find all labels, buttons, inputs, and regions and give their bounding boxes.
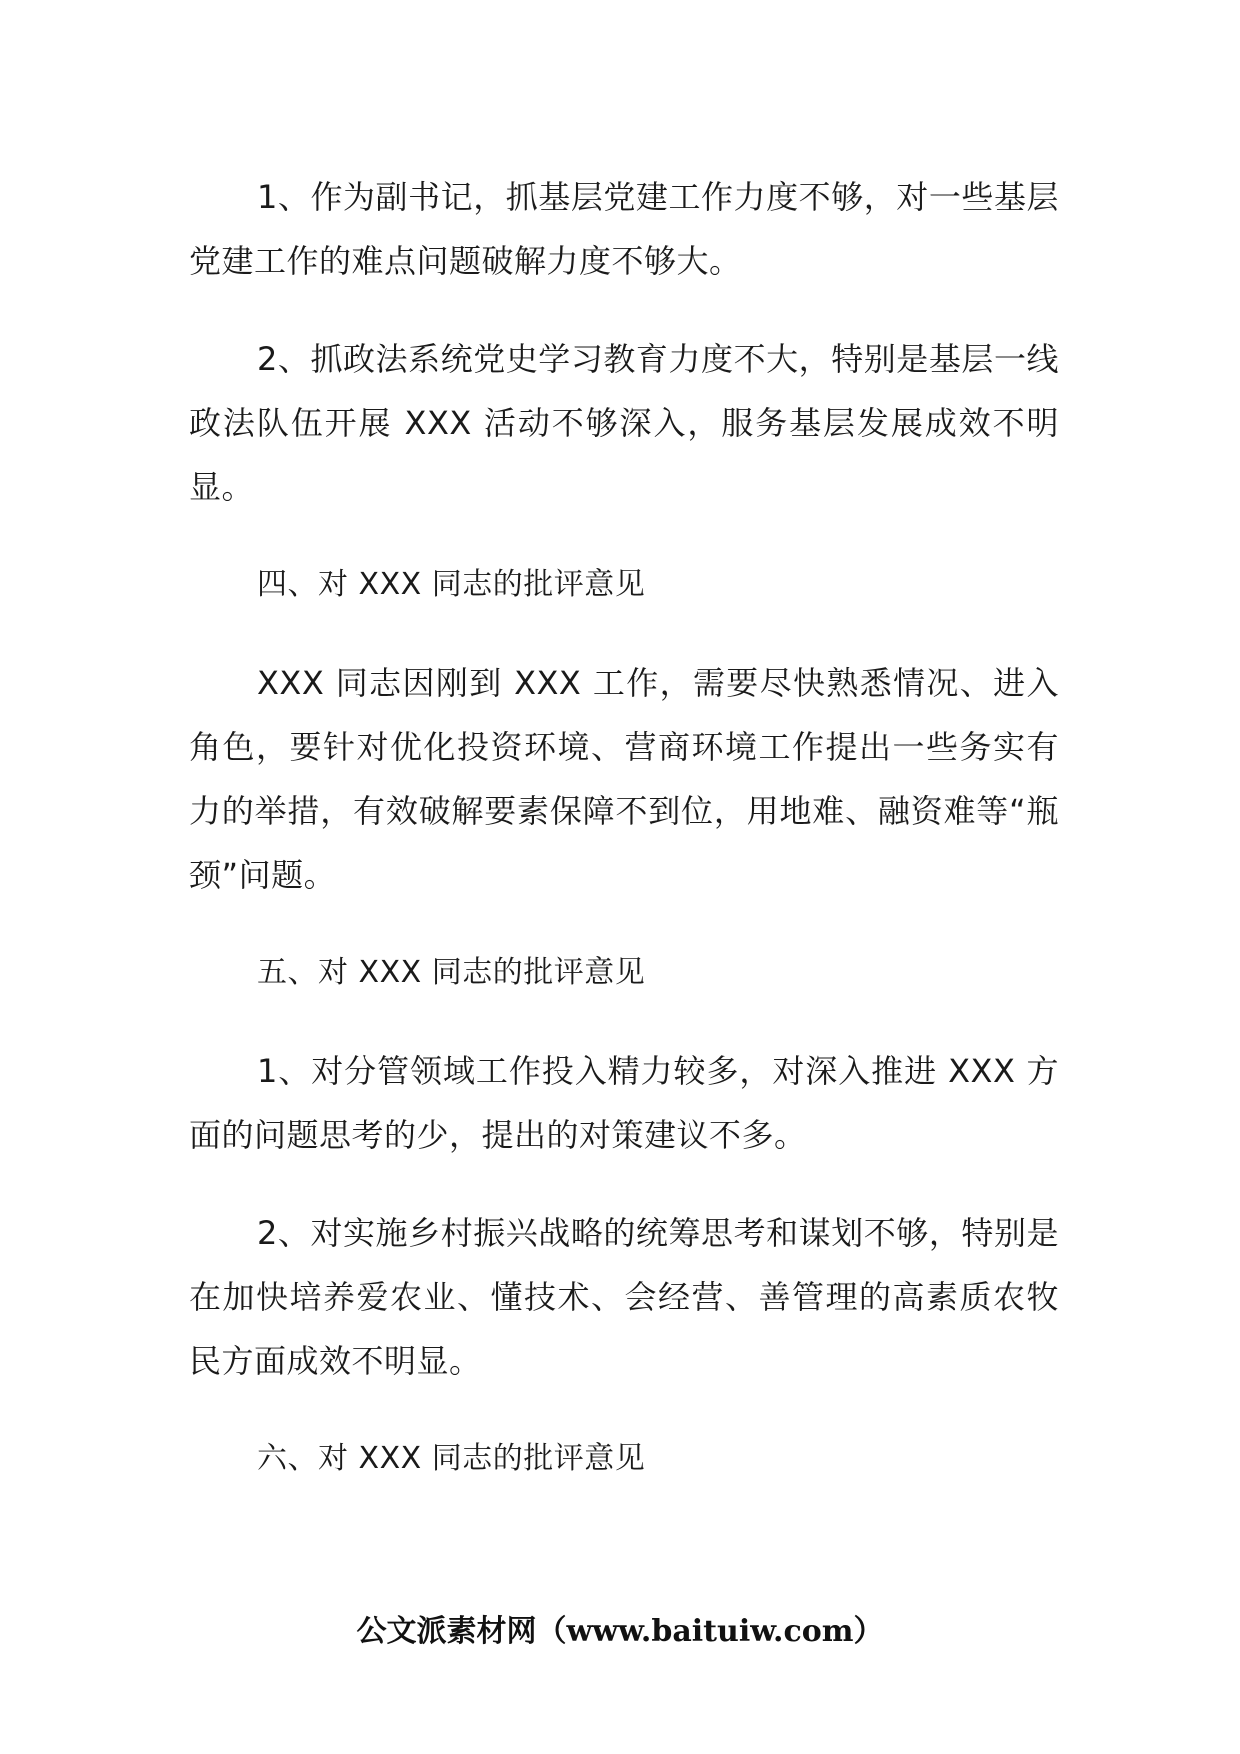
paragraph-5: 2、对实施乡村振兴战略的统筹思考和谋划不够，特别是在加快培养爱农业、懂技术、会经营、善管理的高素质农牧民方面成效不明显。 xyxy=(189,1214,1059,1380)
document-body xyxy=(189,165,1059,1525)
paragraph-1: 1、作为副书记，抓基层党建工作力度不够，对一些基层党建工作的难点问题破解力度不够大。 xyxy=(189,178,1059,280)
paragraph-3: XXX 同志因刚到 XXX 工作，需要尽快熟悉情况、进入角色，要针对优化投资环境、营商环境工作提出一些务实有力的举措，有效破解要素保障不到位，用地难、融资难等“瓶颈”问题。 xyxy=(189,664,1059,894)
paragraph-4: 1、对分管领域工作投入精力较多，对深入推进 XXX 方面的问题思考的少，提出的对策建议不多。 xyxy=(189,1052,1059,1154)
section-heading-5: 五、对 XXX 同志的批评意见 xyxy=(257,955,646,990)
section-heading-4: 四、对 XXX 同志的批评意见 xyxy=(257,567,646,602)
paragraph-2: 2、抓政法系统党史学习教育力度不大，特别是基层一线政法队伍开展 XXX 活动不够深入，服务基层发展成效不明显。 xyxy=(189,340,1059,506)
section-heading-6: 六、对 XXX 同志的批评意见 xyxy=(257,1441,646,1476)
page-footer-watermark: 公文派素材网（www.baituiw.com） xyxy=(356,1614,884,1649)
